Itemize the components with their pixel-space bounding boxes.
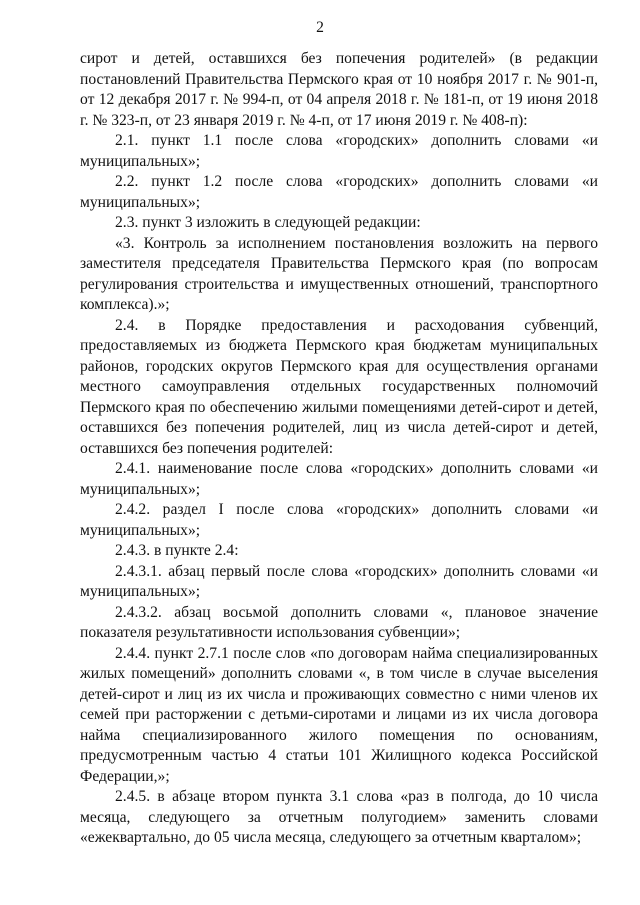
paragraph-2-4: 2.4. в Порядке предоставления и расходования субвенций, предоставляемых из бюджета Пермского края бюджетам муниципальных районов, городских округов Пермского края для осуществления органами местного самоуправления отдельных государственных полномочий Пермского края по обеспечению жилыми помещениями детей-сирот и детей, оставшихся без попечения родителей, лиц из числа детей-сирот и детей, оставшихся без попечения родителей: — [80, 316, 598, 457]
paragraph-2-4-2: 2.4.2. раздел I после слова «городских» дополнить словами «и муниципальных»; — [80, 501, 598, 539]
page-number: 2 — [316, 19, 324, 36]
document-body — [80, 49, 598, 849]
paragraph-2-2: 2.2. пункт 1.2 после слова «городских» дополнить словами «и муниципальных»; — [80, 173, 598, 211]
paragraph-2-1: 2.1. пункт 1.1 после слова «городских» дополнить словами «и муниципальных»; — [80, 132, 598, 170]
paragraph-quote-3: «3. Контроль за исполнением постановления возложить на первого заместителя председателя Правительства Пермского края (по вопросам регулирования строительства и имущественных отношений, транспортного комплекса).»; — [80, 234, 598, 313]
paragraph-2-4-5: 2.4.5. в абзаце втором пункта 3.1 слова «раз в полгода, до 10 числа месяца, следующего за отчетным полугодием» заменить словами «ежеквартально, до 05 числа месяца, следующего за отчетным кварталом»; — [80, 788, 598, 846]
paragraph-2-4-3-1: 2.4.3.1. абзац первый после слова «городских» дополнить словами «и муниципальных»; — [80, 562, 598, 600]
paragraph-continuation: сирот и детей, оставшихся без попечения родителей» (в редакции постановлений Правительства Пермского края от 10 ноября 2017 г. № 901-п, от 12 декабря 2017 г. № 994-п, от 04 апреля 2018 г. № 181-п, от 19 июня 2018 г. № 323-п, от 23 января 2019 г. № 4-п, от 17 июня 2019 г. № 408-п): — [80, 50, 598, 129]
paragraph-2-4-1: 2.4.1. наименование после слова «городских» дополнить словами «и муниципальных»; — [80, 460, 598, 498]
paragraph-2-4-3: 2.4.3. в пункте 2.4: — [115, 542, 239, 559]
paragraph-2-3: 2.3. пункт 3 изложить в следующей редакции: — [115, 214, 421, 231]
paragraph-2-4-3-2: 2.4.3.2. абзац восьмой дополнить словами «, плановое значение показателя результативности использования субвенции»; — [80, 603, 598, 641]
paragraph-2-4-4: 2.4.4. пункт 2.7.1 после слов «по договорам найма специализированных жилых помещений» дополнить словами «, в том числе в случае выселения детей-сирот и лиц из их числа и проживающих совместно с ними членов их семей при расторжении с детьми-сиротами и лицами из их числа договора найма специализированного жилого помещения по основаниям, предусмотренным частью 4 статьи 101 Жилищного кодекса Российской Федерации,»; — [80, 644, 598, 785]
